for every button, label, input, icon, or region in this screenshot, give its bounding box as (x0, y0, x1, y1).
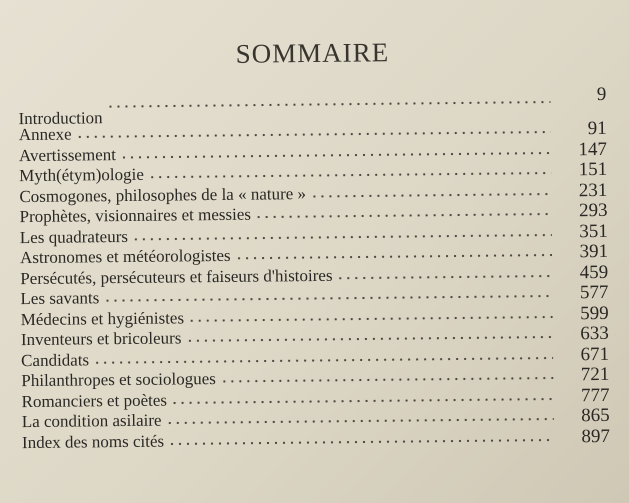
toc-entry-label: Inventeurs et bricoleurs (20, 328, 182, 350)
dot-leader (337, 273, 553, 280)
toc-entry-page: 151 (578, 158, 608, 181)
dot-leader (165, 417, 553, 426)
toc-entry-label: Les savants (20, 288, 100, 309)
toc-entry-label: Prophètes, visionnaires et messies (19, 204, 252, 227)
toc-entry-page: 293 (578, 199, 608, 222)
toc-entry-label: Romanciers et poètes (21, 390, 168, 411)
table-of-contents (18, 83, 611, 452)
toc-entry-page: 351 (579, 220, 608, 242)
dot-leader (106, 99, 550, 109)
toc-entry-page: 91 (587, 117, 607, 140)
dot-leader (220, 376, 554, 384)
toc-entry-page: 633 (580, 322, 609, 345)
toc-entry-page: 721 (580, 363, 610, 386)
toc-entry-page: 777 (580, 384, 610, 406)
dot-leader (235, 253, 552, 261)
dot-leader (185, 335, 553, 344)
toc-entry-page: 865 (581, 404, 610, 427)
toc-entry-label: Médecins et hygiénistes (20, 307, 185, 329)
toc-entry-label: Annexe (18, 124, 72, 145)
toc-entry-page: 391 (579, 240, 609, 263)
toc-entry-label: Philanthropes et sociologues (21, 369, 216, 391)
toc-entry-page: 459 (579, 261, 609, 283)
toc-entry-label: La condition asilaire (21, 410, 162, 432)
toc-entry-label: Index des noms cités (21, 431, 165, 452)
dot-leader (310, 191, 551, 199)
dot-leader (103, 294, 552, 304)
toc-entry-label: Introduction (18, 107, 103, 128)
toc-entry-label: Avertissement (18, 144, 117, 165)
toc-entry-page: 147 (578, 138, 608, 160)
dot-leader (93, 355, 553, 365)
dot-leader (148, 171, 551, 180)
toc-entry-label: Candidats (21, 349, 90, 370)
toc-entry-page: 599 (580, 302, 609, 324)
dot-leader (255, 212, 552, 220)
toc-entry-page: 231 (578, 179, 608, 201)
toc-entry-label: Les quadrateurs (19, 226, 129, 247)
toc-entry-page: 9 (596, 83, 607, 105)
toc-entry-label: Astronomes et météorologistes (19, 245, 231, 268)
toc-entry-page: 897 (581, 425, 611, 447)
dot-leader (76, 130, 551, 140)
toc-entry-page: 671 (580, 343, 610, 365)
toc-entry-label: Myth(étym)ologie (19, 164, 144, 186)
dot-leader (168, 437, 554, 446)
dot-leader (188, 314, 553, 323)
dot-leader (120, 150, 551, 160)
toc-entry-label: Cosmogones, philosophes de la « nature » (19, 183, 307, 206)
dot-leader (171, 396, 554, 405)
page-title: SOMMAIRE (235, 37, 390, 69)
toc-entry-page: 577 (579, 281, 609, 304)
toc-entry-label: Persécutés, persécuteurs et faiseurs d'histoires (20, 265, 333, 288)
dot-leader (132, 232, 552, 241)
